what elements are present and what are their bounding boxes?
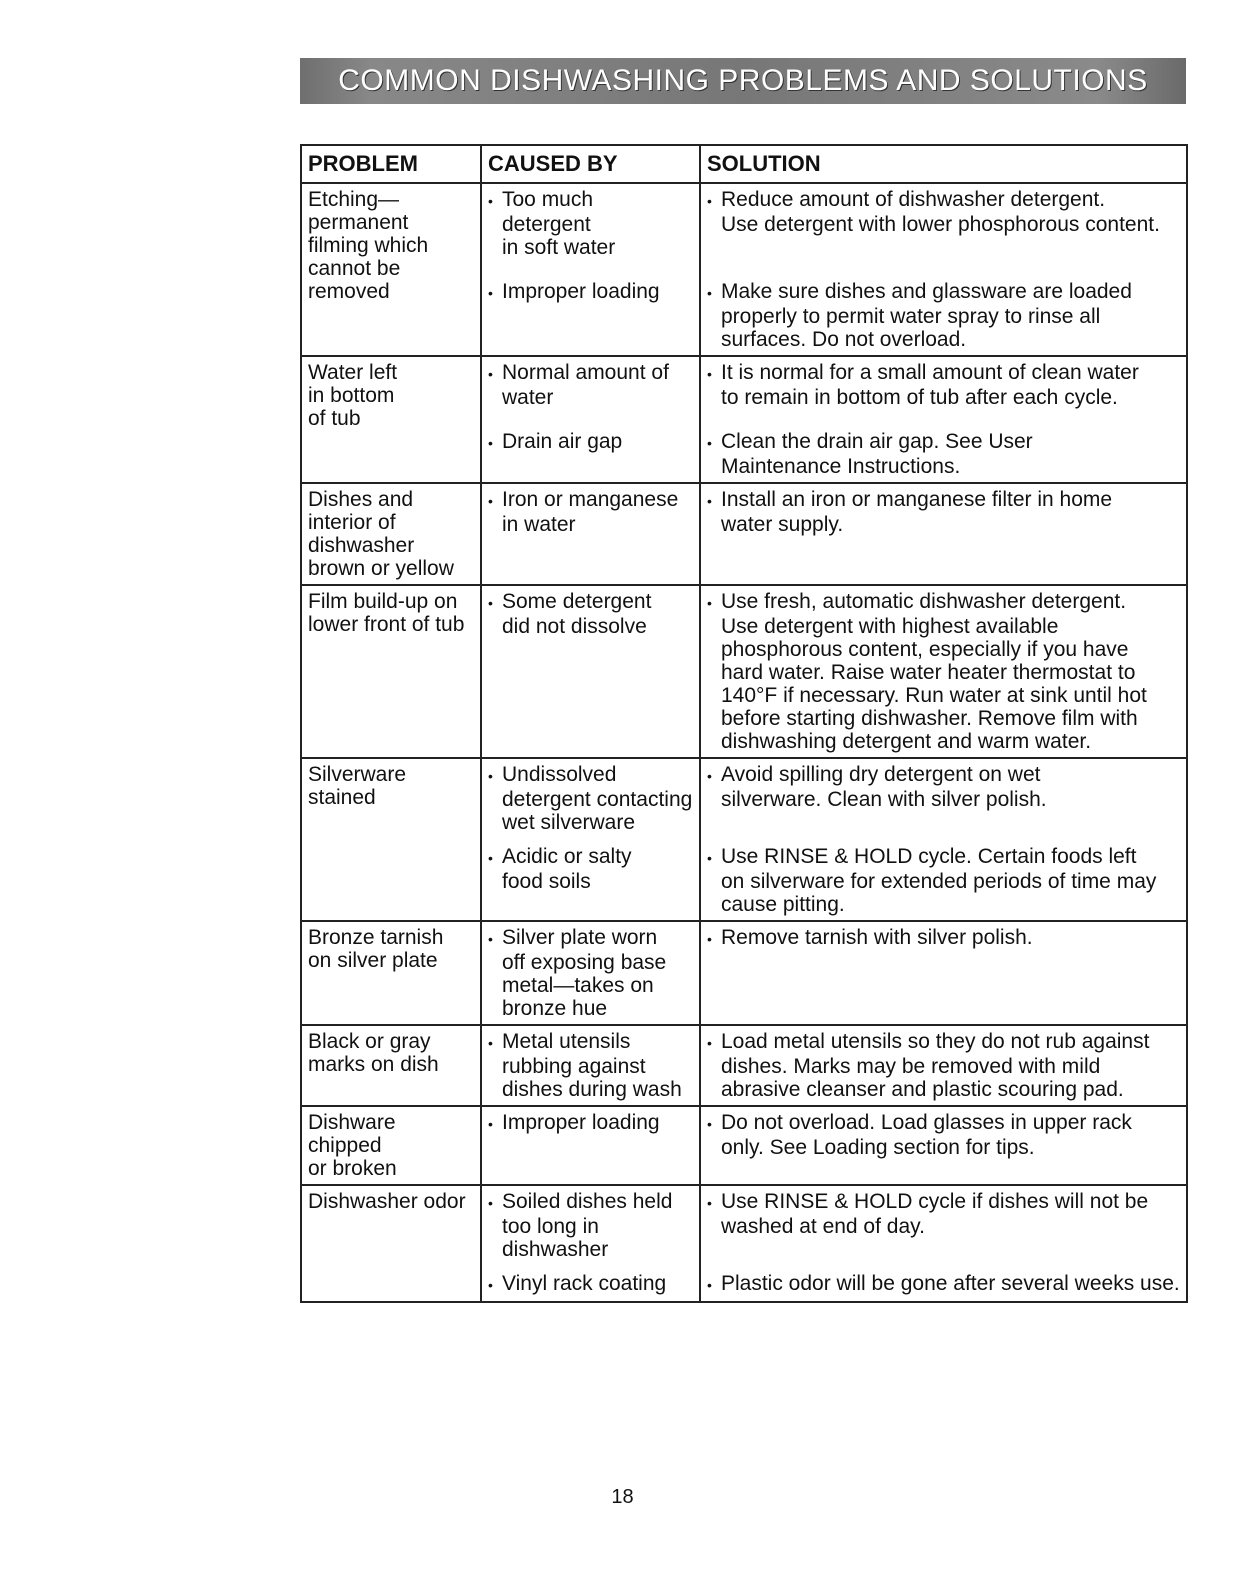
table-row bbox=[301, 1025, 1187, 1106]
problem-text: Black or gray marks on dish bbox=[308, 1030, 439, 1076]
solution-item: • Reduce amount of dishwasher detergent. Use detergent with lower phosphorous content. bbox=[707, 188, 1180, 280]
column-header-problem: PROBLEM bbox=[301, 145, 481, 183]
solution-cell bbox=[700, 1106, 1187, 1185]
cause-item: • Too much detergent in soft water bbox=[488, 188, 693, 280]
table-row bbox=[301, 1106, 1187, 1185]
solution-item: • Load metal utensils so they do not rub against dishes. Marks may be removed with mild abrasive cleanser and plastic scouring pad. bbox=[707, 1030, 1180, 1101]
cause-item: • Drain air gap bbox=[488, 430, 693, 455]
column-header-caused-by: CAUSED BY bbox=[481, 145, 700, 183]
solution-item: • Use RINSE & HOLD cycle if dishes will not be washed at end of day. bbox=[707, 1190, 1180, 1272]
solution-item: • Use fresh, automatic dishwasher detergent. Use detergent with highest available phosphorous content, especially if you have hard water. Raise water heater thermostat to 140°F if necessary. Run water at sink until hot before starting dishwasher. Remove film with dishwashing detergent and warm water. bbox=[707, 590, 1180, 753]
caused-by-cell bbox=[481, 921, 700, 1025]
caused-by-cell bbox=[481, 183, 700, 356]
page-title: COMMON DISHWASHING PROBLEMS AND SOLUTIONS bbox=[338, 64, 1148, 97]
caused-by-cell bbox=[481, 1106, 700, 1185]
solution-item: • Use RINSE & HOLD cycle. Certain foods left on silverware for extended periods of time may cause pitting. bbox=[707, 845, 1180, 916]
solution-item: • Do not overload. Load glasses in upper rack only. See Loading section for tips. bbox=[707, 1111, 1180, 1159]
caused-by-cell bbox=[481, 585, 700, 758]
problems-solutions-table bbox=[300, 144, 1188, 1303]
caused-by-cell bbox=[481, 356, 700, 483]
solution-cell bbox=[700, 183, 1187, 356]
caused-by-cell bbox=[481, 758, 700, 921]
table-row bbox=[301, 356, 1187, 483]
cause-item: • Iron or manganese in water bbox=[488, 488, 693, 536]
caused-by-cell bbox=[481, 1025, 700, 1106]
cause-item: • Improper loading bbox=[488, 1111, 693, 1136]
caused-by-cell bbox=[481, 1185, 700, 1302]
cause-item: • Undissolved detergent contacting wet silverware bbox=[488, 763, 693, 845]
solution-item: • Plastic odor will be gone after several weeks use. bbox=[707, 1272, 1180, 1297]
cause-item: • Soiled dishes held too long in dishwasher bbox=[488, 1190, 693, 1272]
table-row bbox=[301, 921, 1187, 1025]
caused-by-cell bbox=[481, 483, 700, 585]
solution-item: • Avoid spilling dry detergent on wet silverware. Clean with silver polish. bbox=[707, 763, 1180, 845]
solution-cell bbox=[700, 1185, 1187, 1302]
problem-cell bbox=[301, 758, 481, 921]
problem-text: Bronze tarnish on silver plate bbox=[308, 926, 444, 972]
problem-cell bbox=[301, 585, 481, 758]
problem-text: Dishes and interior of dishwasher brown or yellow bbox=[308, 488, 454, 580]
problem-text: Dishwasher odor bbox=[308, 1190, 466, 1213]
table-header-row bbox=[301, 145, 1187, 183]
cause-item: • Metal utensils rubbing against dishes during wash bbox=[488, 1030, 693, 1101]
solution-cell bbox=[700, 921, 1187, 1025]
problem-text: Water left in bottom of tub bbox=[308, 361, 398, 430]
cause-item: • Silver plate worn off exposing base metal—takes on bronze hue bbox=[488, 926, 693, 1020]
problem-cell bbox=[301, 1106, 481, 1185]
problem-text: Film build-up on lower front of tub bbox=[308, 590, 465, 636]
problem-text: Dishware chipped or broken bbox=[308, 1111, 397, 1180]
solution-item: • It is normal for a small amount of clean water to remain in bottom of tub after each cycle. bbox=[707, 361, 1180, 430]
page-number: 18 bbox=[611, 1486, 634, 1508]
table-row bbox=[301, 483, 1187, 585]
solution-cell bbox=[700, 1025, 1187, 1106]
column-header-solution: SOLUTION bbox=[700, 145, 1187, 183]
solution-cell bbox=[700, 356, 1187, 483]
problem-text: Etching— permanent filming which cannot be removed bbox=[308, 188, 429, 303]
solution-cell bbox=[700, 585, 1187, 758]
solution-item: • Remove tarnish with silver polish. bbox=[707, 926, 1180, 951]
problem-cell bbox=[301, 921, 481, 1025]
problem-cell bbox=[301, 356, 481, 483]
cause-item: • Vinyl rack coating bbox=[488, 1272, 693, 1297]
table-row bbox=[301, 183, 1187, 356]
table-row bbox=[301, 1185, 1187, 1302]
cause-item: • Normal amount of water bbox=[488, 361, 693, 430]
solution-cell bbox=[700, 758, 1187, 921]
table-row bbox=[301, 585, 1187, 758]
problem-cell bbox=[301, 483, 481, 585]
cause-item: • Improper loading bbox=[488, 280, 693, 305]
solution-item: • Make sure dishes and glassware are loaded properly to permit water spray to rinse all surfaces. Do not overload. bbox=[707, 280, 1180, 351]
page-title-banner bbox=[300, 58, 1186, 104]
cause-item: • Some detergent did not dissolve bbox=[488, 590, 693, 638]
solution-item: • Clean the drain air gap. See User Maintenance Instructions. bbox=[707, 430, 1180, 478]
table-row bbox=[301, 758, 1187, 921]
problem-cell bbox=[301, 1025, 481, 1106]
problem-cell bbox=[301, 183, 481, 356]
problem-text: Silverware stained bbox=[308, 763, 407, 809]
solution-cell bbox=[700, 483, 1187, 585]
problem-cell bbox=[301, 1185, 481, 1302]
solution-item: • Install an iron or manganese filter in home water supply. bbox=[707, 488, 1180, 536]
cause-item: • Acidic or salty food soils bbox=[488, 845, 693, 893]
